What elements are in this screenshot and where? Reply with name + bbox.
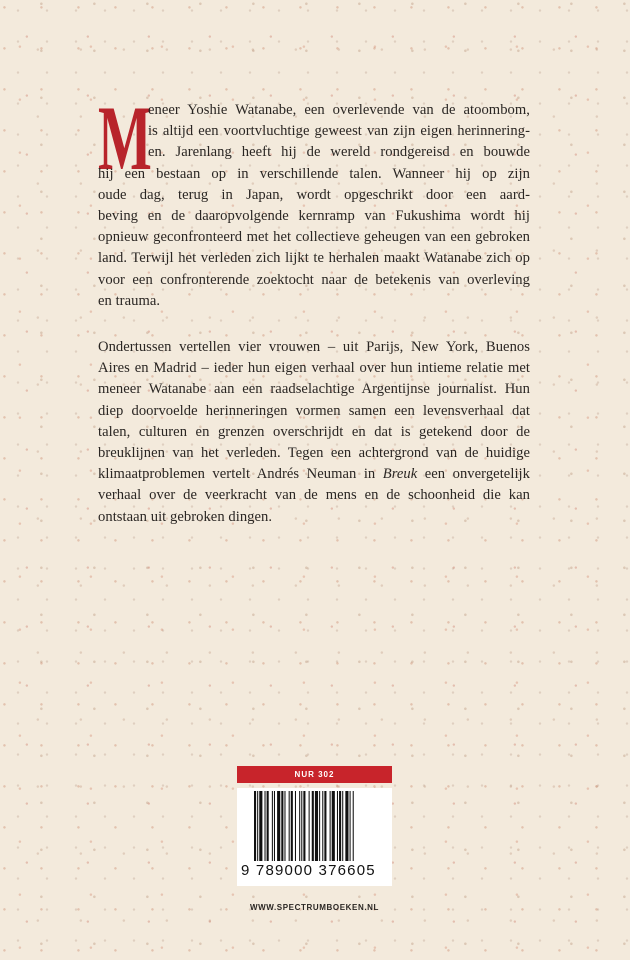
paragraph-line: en trauma. (98, 292, 161, 309)
barcode-bar (299, 791, 300, 861)
paragraph-line: is altijd een voortvluchtige geweest van zijn eigen herinnering- (148, 123, 530, 140)
blurb-paragraph-2 (98, 337, 530, 528)
barcode-bar (284, 791, 285, 861)
paragraph-line: voor een confronterende zoektocht naar de betekenis van overleving (98, 271, 530, 288)
barcode-bar (350, 791, 351, 861)
barcode-bars (254, 791, 376, 869)
paragraph-line: hij een bestaan op in verschillende talen. Wanneer hij op zijn (98, 165, 530, 182)
barcode-bar (332, 791, 335, 861)
paragraph-line: meneer Watanabe aan een raadselachtige Argentijnse journalist. Hun (98, 381, 530, 398)
blurb-paragraph-1 (98, 87, 530, 312)
barcode-bar (315, 791, 318, 861)
barcode-bar (257, 791, 258, 861)
barcode-bar (267, 791, 269, 861)
barcode-bar (309, 791, 310, 861)
barcode-bar (339, 791, 341, 861)
barcode-bar (291, 791, 293, 861)
book-title-italic: Breuk (382, 466, 418, 483)
barcode-bar (345, 791, 348, 861)
barcode-bar (353, 791, 354, 861)
barcode-bar (295, 791, 296, 861)
barcode-bar (265, 791, 266, 861)
text-segment: een onvergetelijk (417, 466, 530, 483)
publisher-website: WWW.SPECTRUMBOEKEN.NL (249, 903, 380, 912)
barcode-bar (303, 791, 305, 861)
isbn-barcode (237, 788, 392, 886)
barcode-bar (289, 791, 290, 861)
paragraph-line: eneer Yoshie Watanabe, een overlevende van de atoombom, (148, 102, 530, 118)
barcode-bar (330, 791, 331, 861)
barcode-bar (342, 791, 343, 861)
paragraph-line: talen, culturen en grenzen overschrijdt en dat is getekend door de (98, 423, 530, 440)
barcode-bar (324, 791, 326, 861)
paragraph-line: ontstaan uit gebroken dingen. (98, 508, 273, 525)
text-segment: klimaatproblemen vertelt Andrés Neuman in (98, 466, 383, 483)
paragraph-line: breuklijnen van het verleden. Tegen een achtergrond van de huidige (98, 445, 530, 462)
paragraph-line: Aires en Madrid – ieder hun eigen verhaal over hun intieme relatie met (98, 360, 530, 377)
paragraph-line: verhaal over de veerkracht van de mens en de schoonheid die kan (98, 487, 530, 504)
barcode-bar (277, 791, 280, 861)
paragraph-line-with-title (98, 464, 530, 485)
barcode-bar (274, 791, 275, 861)
paragraph-line: land. Terwijl het verleden zich lijkt te herhalen maakt Watanabe zich op (98, 250, 530, 267)
barcode-bar (259, 791, 262, 861)
drop-cap-letter: M (98, 87, 152, 189)
barcode-bar (337, 791, 338, 861)
paragraph-line: en. Jarenlang heeft hij de wereld rondgereisd en bouwde (148, 144, 530, 161)
barcode-bar (301, 791, 302, 861)
barcode-bar (312, 791, 314, 861)
barcode-bar (272, 791, 273, 861)
nur-label: NUR 302 (237, 766, 392, 783)
barcode-bar (281, 791, 283, 861)
paragraph-line: beving en de daaropvolgende kernramp van Fukushima wordt hij (98, 208, 530, 225)
barcode-bar (322, 791, 323, 861)
paragraph-line: oude dag, terug in Japan, wordt opgeschrikt door een aard- (98, 186, 530, 203)
barcode-bar (319, 791, 320, 861)
paragraph-line: opnieuw geconfronteerd met het collectieve geheugen van een gebroken (98, 229, 530, 246)
barcode-bar (254, 791, 256, 861)
paragraph-line: Ondertussen vertellen vier vrouwen – uit Parijs, New York, Buenos (98, 339, 530, 355)
paragraph-line: diep doorvoelde herinneringen vormen samen een levensverhaal dat (98, 402, 530, 419)
isbn-number: 9 789000 376605 (241, 862, 376, 879)
